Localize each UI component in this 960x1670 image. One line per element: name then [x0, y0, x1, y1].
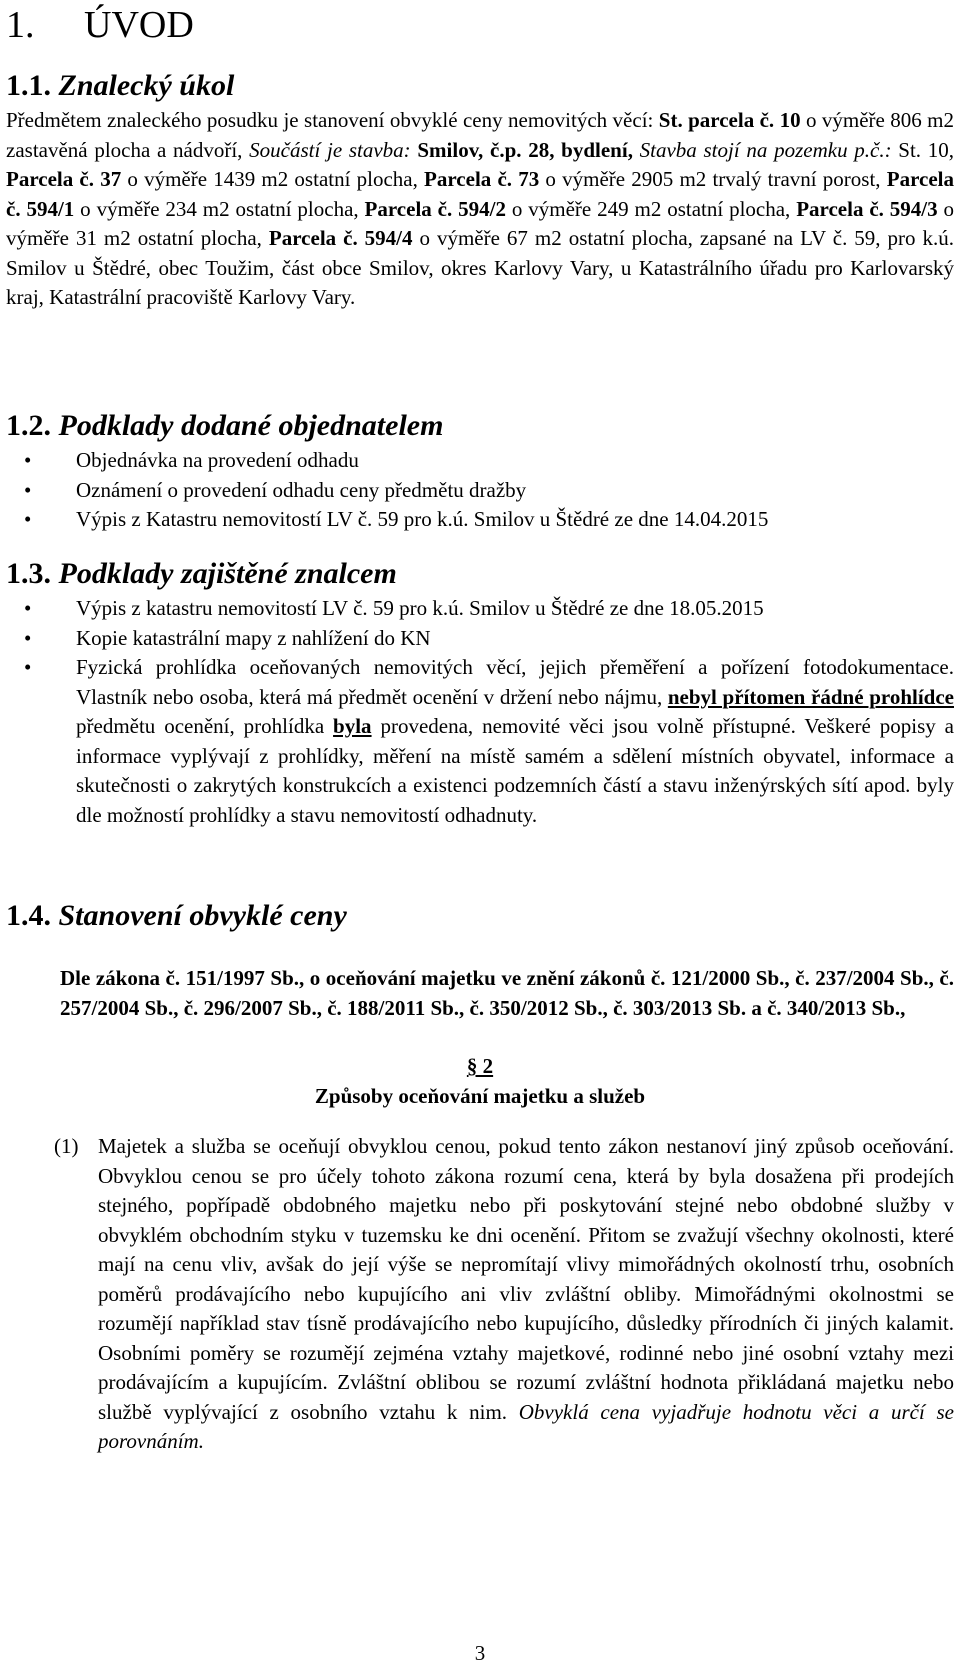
- chapter-number: 1.: [6, 4, 35, 46]
- text-run: o výměře 2905 m2 trvalý travní porost,: [539, 167, 887, 191]
- expert-documents-list: [0, 594, 960, 830]
- text-run: Smilov, č.p. 28, bydlení,: [417, 137, 633, 162]
- text-run: Parcela č. 594/4: [268, 226, 413, 250]
- text-run: Stavba stojí na pozemku p.č.:: [639, 137, 892, 162]
- text-run: Parcela č. 73: [424, 167, 540, 191]
- text-run: o výměře 67 m2 ostatní plocha, zapsané na LV č. 59, pro k.ú. Smilov u Štědré, obec Toužim, část obce Smilov, okres Karlovy Vary, u Katastrálního úřadu pro Karlovarský kraj, Katastrální pracoviště Karlovy Vary.: [6, 226, 954, 309]
- text-run: Fyzická prohlídka oceňovaných nemovitých věcí, jejich přeměření a pořízení fotodokumentace. Vlastník nebo osoba, která má předmět ocenění v držení nebo nájmu,: [76, 655, 954, 709]
- section-title: Podklady zajištěné znalcem: [58, 557, 397, 590]
- chapter-title: ÚVOD: [84, 4, 194, 46]
- section-heading-1-1: [6, 68, 234, 104]
- text-run: o výměře 1439 m2 ostatní plocha,: [121, 167, 425, 191]
- text-run: Předmětem znaleckého posudku je stanovení obvyklé ceny nemovitých věcí:: [6, 108, 659, 132]
- section-heading-1-2: [6, 408, 443, 444]
- list-item: • Kopie katastrální mapy z nahlížení do KN: [0, 624, 960, 654]
- text-run: byla: [333, 714, 372, 738]
- text-run: předmětu ocenění, prohlídka: [76, 714, 334, 738]
- text-run: o výměře 249 m2 ostatní plocha,: [505, 196, 797, 221]
- section-title: Znalecký úkol: [58, 69, 235, 102]
- text-run: o výměře 234 m2 ostatní plocha,: [74, 196, 365, 221]
- text-run: St. 10,: [891, 137, 955, 162]
- list-item: • Výpis z katastru nemovitostí LV č. 59 pro k.ú. Smilov u Štědré ze dne 18.05.2015: [0, 594, 960, 624]
- text-run: St. parcela č. 10: [658, 108, 801, 132]
- section-title: Stanovení obvyklé ceny: [58, 899, 347, 932]
- text-run: Parcela č. 594/2: [364, 196, 506, 221]
- text-run: Parcela č. 37: [6, 167, 122, 191]
- text-run: nebyl přítomen řádné prohlídce: [667, 684, 954, 709]
- client-documents-list: [0, 446, 960, 535]
- section-mark: § 2: [466, 1054, 494, 1078]
- section-number: 1.4.: [6, 899, 51, 932]
- text-run: provedena, nemovité věci jsou volně přístupné. Veškeré popisy a informace vyplývají z prohlídky, měření na místě samém a sdělení místních obyvatel, informace a skutečnosti o zakrytých konstrukcích a existenci podzemních částí a stavu inženýrských sítí apod. byly dle možností prohlídky a stavu nemovitostí odhadnuty.: [76, 714, 954, 827]
- law-reference: Dle zákona č. 151/1997 Sb., o oceňování majetku ve znění zákonů č. 121/2000 Sb., č. 237/2004 Sb., č. 257/2004 Sb., č. 296/2007 Sb., č. 188/2011 Sb., č. 350/2012 Sb., č. 303/2013 Sb. a č. 340/2013 Sb.,: [60, 966, 954, 1020]
- text-run: [633, 138, 640, 162]
- page-number: 3: [474, 1641, 486, 1665]
- list-item: • Objednávka na provedení odhadu: [0, 446, 960, 476]
- section-heading-1-4: [6, 898, 347, 934]
- law-paragraph-1: [54, 1132, 954, 1457]
- paragraph-text: Majetek a služba se oceňují obvyklou cenou, pokud tento zákon nestanoví jiný způsob oceňování. Obvyklou cenou se pro účely tohoto zákona rozumí cena, která by byla dosažena při prodejích stejného, popřípadě obdobného majetku nebo při poskytování stejné nebo obdobné služby v obvyklém obchodním styku v tuzemsku ke dni ocenění. Přitom se zvažují všechny okolnosti, které mají na cenu vliv, avšak do její výše se nepromítají vlivy mimořádných okolností trhu, osobních poměrů prodávajícího nebo kupujícího ani vliv zvláštní obliby. Mimořádnými okolnostmi se rozumějí například stav tísně prodávajícího nebo kupujícího, důsledky přírodních či jiných kalamit. Osobními poměry se rozumějí zejména vztahy majetkové, rodinné nebo jiné osobní vztahy mezi prodávajícím a kupujícím. Zvláštní oblibou se rozumí zvláštní hodnota přikládaná majetku nebo službě vyplývající z osobního vztahu k nim. Obvyklá cena vyjadřuje hodnotu věci a určí se porovnáním.: [98, 1134, 954, 1453]
- section-number: 1.2.: [6, 409, 51, 442]
- section-number: 1.1.: [6, 69, 51, 102]
- section-title-law: Způsoby oceňování majetku a služeb: [314, 1084, 646, 1108]
- task-paragraph: [6, 106, 954, 313]
- section-title: Podklady dodané objednatelem: [58, 409, 444, 442]
- text-run: Parcela č. 594/1: [6, 167, 954, 221]
- paragraph-label: (1): [54, 1134, 79, 1158]
- text-run: o výměře 806 m2 zastavěná plocha a nádvoří,: [6, 108, 955, 162]
- chapter-heading: [6, 2, 194, 48]
- text-run: Parcela č. 594/3: [796, 196, 938, 221]
- text-run: Součástí je stavba:: [249, 137, 411, 162]
- list-item: • Výpis z Katastru nemovitostí LV č. 59 pro k.ú. Smilov u Štědré ze dne 14.04.2015: [0, 505, 960, 535]
- text-run: o výměře 31 m2 ostatní plocha,: [6, 196, 955, 250]
- section-number: 1.3.: [6, 557, 51, 590]
- list-item: • Oznámení o provedení odhadu ceny předmětu dražby: [0, 476, 960, 506]
- inspection-item: [0, 653, 960, 830]
- section-heading-1-3: [6, 556, 397, 592]
